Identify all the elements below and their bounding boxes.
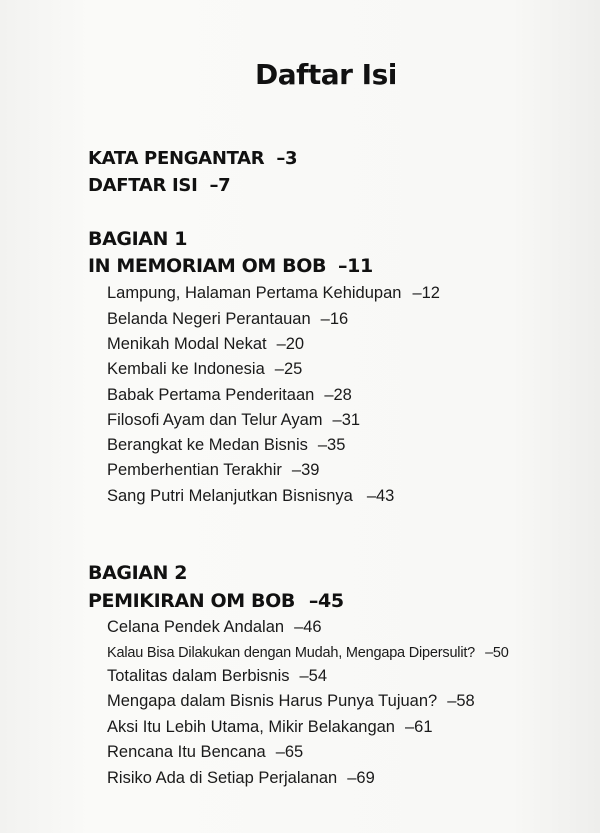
toc-entry [107, 461, 319, 480]
toc-entry-label: Kembali ke Indonesia [107, 360, 265, 378]
toc-entry-daftar-isi [88, 175, 230, 196]
toc-entry-label: Mengapa dalam Bisnis Harus Punya Tujuan? [107, 692, 438, 710]
toc-entry-page: –35 [317, 436, 346, 454]
toc-entry-page: –43 [366, 487, 395, 505]
toc-entry-label: Celana Pendek Andalan [107, 618, 285, 636]
toc-entry [107, 645, 509, 661]
toc-entry-page: –61 [404, 718, 433, 736]
toc-entry [107, 618, 322, 637]
toc-entry-page: –54 [299, 667, 328, 685]
part-1-heading: BAGIAN 1 [88, 228, 188, 250]
part-2-heading: BAGIAN 2 [88, 562, 188, 584]
toc-entry [107, 769, 375, 788]
page-title: Daftar Isi [255, 58, 397, 91]
toc-entry-label: Risiko Ada di Setiap Perjalanan [107, 769, 338, 787]
toc-entry [107, 335, 304, 354]
toc-entry-label: Pemberhentian Terakhir [107, 461, 282, 479]
toc-entry-label: Menikah Modal Nekat [107, 335, 267, 353]
toc-entry [107, 692, 475, 711]
toc-entry [107, 436, 345, 455]
toc-entry-label: Belanda Negeri Perantauan [107, 310, 311, 328]
toc-entry-label: Lampung, Halaman Pertama Kehidupan [107, 284, 402, 302]
toc-entry-label: Totalitas dalam Berbisnis [107, 667, 290, 685]
toc-entry-page: –12 [412, 284, 440, 302]
toc-entry-page: –31 [332, 411, 361, 429]
toc-entry-page: –65 [275, 743, 304, 761]
toc-entry-page: –69 [347, 769, 375, 787]
toc-entry-page: –16 [320, 310, 349, 328]
toc-entry-page: –3 [276, 148, 298, 169]
toc-entry [107, 411, 360, 430]
toc-entry-label: Aksi Itu Lebih Utama, Mikir Belakangan [107, 718, 395, 736]
toc-entry-page: –28 [324, 386, 352, 404]
toc-entry [107, 743, 303, 762]
toc-entry-page: –7 [209, 175, 231, 196]
toc-entry-label: Sang Putri Melanjutkan Bisnisnya [107, 487, 353, 505]
toc-entry-label: Babak Pertama Penderitaan [107, 386, 315, 404]
part-2-title [88, 590, 344, 612]
part-title-page: –45 [308, 590, 344, 612]
toc-entry-page: –58 [447, 692, 475, 710]
toc-entry [107, 310, 348, 329]
toc-entry [107, 667, 327, 686]
toc-entry-label: Filosofi Ayam dan Telur Ayam [107, 411, 323, 429]
toc-entry-page: –39 [291, 461, 320, 479]
toc-entry [107, 487, 394, 506]
toc-entry [107, 284, 440, 303]
toc-entry-page: –20 [276, 335, 305, 353]
toc-entry-label: Rencana Itu Bencana [107, 743, 266, 761]
part-title-page: –11 [338, 255, 373, 277]
toc-entry-kata-pengantar [88, 148, 297, 169]
part-1-title [88, 255, 373, 277]
toc-entry-label: DAFTAR ISI [88, 175, 198, 196]
toc-entry-label: Berangkat ke Medan Bisnis [107, 436, 308, 454]
part-title-label: IN MEMORIAM OM BOB [88, 255, 327, 277]
toc-entry-label: Kalau Bisa Dilakukan dengan Mudah, Mengapa Dipersulit? [107, 645, 476, 661]
toc-entry-page: –25 [274, 360, 303, 378]
toc-entry [107, 360, 302, 379]
toc-entry [107, 718, 433, 737]
part-title-label: PEMIKIRAN OM BOB [88, 590, 295, 612]
toc-entry [107, 386, 352, 405]
toc-entry-label: KATA PENGANTAR [88, 148, 265, 169]
toc-entry-page: –50 [485, 645, 509, 661]
toc-entry-page: –46 [294, 618, 322, 636]
